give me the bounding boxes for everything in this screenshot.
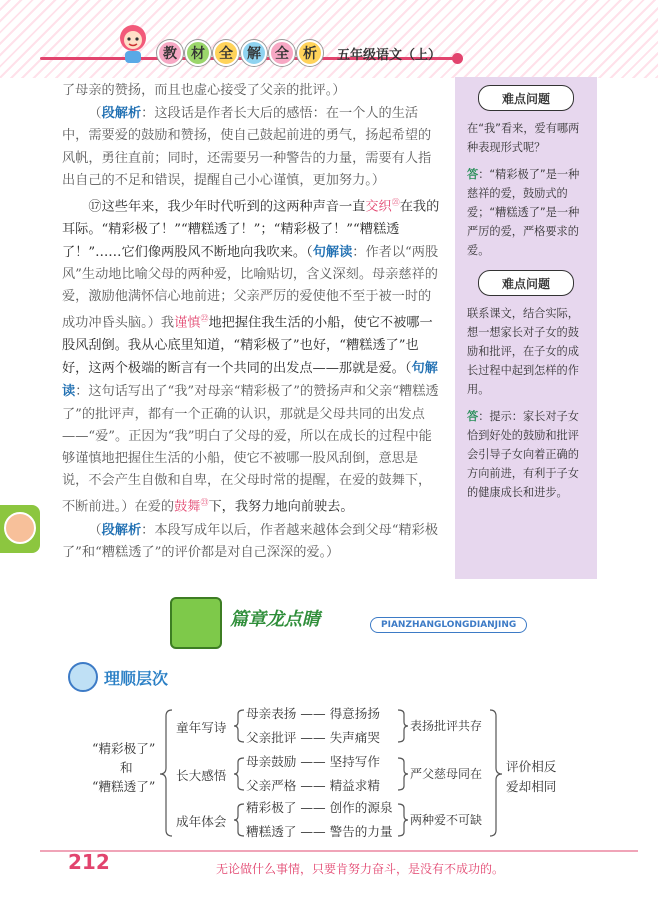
outline-item: 父亲批评 —— 失声痛哭 xyxy=(246,730,380,745)
outline-item: 母亲鼓励 —— 坚持写作 xyxy=(246,754,380,769)
outline-summary: 表扬批评共存 xyxy=(410,719,483,733)
text-run: 地把握住我生活的小船，使它不被哪一股风刮倒。我从心底里知道，“精彩极了”也好，“糟糕透了”也好，这两个极端的断言有一个共同的出发点——那就是爱。（ xyxy=(62,315,433,377)
text-run: ：这段话是作者长大后的感悟：在一个人的生活中，需要爱的鼓励和赞扬，使自己鼓起前进的勇气，扬起希望的风帆，勇往直前；同时，还需要另一种警告的力量，需要有人指出自己的不足和错误，提醒自己小心谨慎，更加努力。） xyxy=(62,106,432,188)
sentence-note-label: 句解读 xyxy=(312,243,353,259)
outline-cause: 糟糕透了 xyxy=(246,824,297,839)
difficulty-tag: 难点问题 xyxy=(478,270,574,296)
outline-effect: 精益求精 xyxy=(329,778,380,793)
footer-motto: 无论做什么事情，只要肯努力奋斗，是没有不成功的。 xyxy=(216,862,505,876)
page-number: 212 xyxy=(68,850,110,874)
outline-item: 父亲严格 —— 精益求精 xyxy=(246,778,380,793)
brand-char: 教 xyxy=(157,40,183,66)
question: 在“我”看来，爱有哪两种表现形式呢？ xyxy=(467,122,580,154)
outline-cause: 父亲严格 xyxy=(246,778,297,793)
outline-root: “糟糕透了” xyxy=(92,779,156,794)
footnote-mark: ㉓ xyxy=(200,498,209,508)
footer-rule xyxy=(40,850,638,852)
text-run: ⑰这些年来，我少年时代听到的这两种声音一直 xyxy=(88,199,366,215)
outline-item: 糟糕透了 —— 警告的力量 xyxy=(246,824,393,839)
outline-cause: 精彩极了 xyxy=(246,800,297,815)
text-run: ：这句话写出了“我”对母亲“精彩极了”的赞扬声和父亲“糟糕透了”的批评声，都有一个正确的认识，那就是父母共同的出发点——“爱”。正因为“我”明白了父母的爱，所以在成长的过程中能够谨慎地把握住生活的小船，使它不被哪一股风刮倒，意思是说，不会产生自傲和自卑，在父母时常的提醒，在爱的鼓舞下，不断前进。）在爱的 xyxy=(62,384,439,515)
vocab-word: 交织 xyxy=(365,199,392,215)
outline-conclusion: 爱却相同 xyxy=(506,779,557,794)
brand-char: 解 xyxy=(241,40,267,66)
outline-stage: 童年写诗 xyxy=(176,720,227,735)
outline-root-and: 和 xyxy=(120,760,133,775)
outline-cause: 母亲鼓励 xyxy=(246,754,297,769)
answer-text: ：“精彩极了”是一种慈祥的爱，鼓励式的爱；“糟糕透了”是一种严厉的爱，严格要求的爱。 xyxy=(467,168,580,257)
footnote-mark: ㉒ xyxy=(200,314,209,324)
outline-summary: 严父慈母同在 xyxy=(410,767,483,781)
outline-effect: 失声痛哭 xyxy=(329,730,380,745)
footnote-mark: ㉑ xyxy=(391,198,400,208)
difficulty-tag: 难点问题 xyxy=(478,85,574,111)
outline-stage: 成年体会 xyxy=(176,814,227,829)
brand-char: 全 xyxy=(269,40,295,66)
text-run: ：作者以“两股风”生动地比喻父母的两种爱，比喻贴切，含义深刻。母亲慈祥的爱，激励他满怀信心地前进；父亲严厉的爱使他不至于被一时的成功冲昏头脑。）我 xyxy=(62,244,439,331)
text-run: 在我的耳际。“精彩极了！”“糟糕透了！”；“精彩极了！”“糟糕透了！”……它们像两股风不断地向我吹来。（ xyxy=(62,199,440,260)
vocab-word: 谨慎 xyxy=(174,315,201,331)
answer-label: 答 xyxy=(467,168,479,181)
section-title: 理顺层次 xyxy=(104,668,169,688)
outline-cause: 母亲表扬 xyxy=(246,706,297,721)
outline-effect: 创作的源泉 xyxy=(329,800,393,815)
book-subtitle: 五年级语文（上） xyxy=(337,48,442,63)
answer-text: ：提示：家长对子女恰到好处的鼓励和批评会引导子女向着正确的方向前进，有利于子女的健康成长和进步。 xyxy=(467,410,579,499)
paragraph-analysis: （段解析：这段话是作者长大后的感悟：在一个人的生活中，需要爱的鼓励和赞扬，使自己鼓起前进的勇气，扬起希望的风帆，勇往直前；同时，还需要另一种警告的力量，需要有人指出自己的不足和错误，提醒自己小心谨慎，更加努力。） xyxy=(62,105,432,188)
brand-char: 析 xyxy=(297,40,323,66)
answer-label: 答 xyxy=(467,410,479,423)
banner-pinyin: PIANZHANGLONGDIANJING xyxy=(370,617,527,633)
text-run: ：本段写成年以后，作者越来越体会到父母“精彩极了”和“糟糕透了”的评价都是对自己深深的爱。） xyxy=(62,523,439,561)
outline-cause: 父亲批评 xyxy=(246,730,297,745)
question: 联系课文，结合实际，想一想家长对子女的鼓励和批评，在子女的成长过程中起到怎样的作用。 xyxy=(467,307,579,396)
text-run: 下，我努力地向前驶去。 xyxy=(208,499,354,515)
vocab-word: 鼓舞 xyxy=(174,499,201,515)
outline-item: 精彩极了 —— 创作的源泉 xyxy=(246,800,393,815)
outline-effect: 坚持写作 xyxy=(329,754,380,769)
text-run: 了母亲的赞扬，而且也虚心接受了父亲的批评。） xyxy=(62,83,346,98)
analysis-label: 段解析 xyxy=(101,105,142,121)
outline-conclusion: 评价相反 xyxy=(506,759,557,774)
outline-summary: 两种爱不可缺 xyxy=(410,813,483,827)
brand-char: 材 xyxy=(185,40,211,66)
analysis-label: 段解析 xyxy=(101,522,142,538)
outline-effect: 警告的力量 xyxy=(329,824,393,839)
brand-char: 全 xyxy=(213,40,239,66)
outline-effect: 得意扬扬 xyxy=(329,706,380,721)
paragraph-analysis: （段解析：本段写成年以后，作者越来越体会到父母“精彩极了”和“糟糕透了”的评价都是对自己深深的爱。） xyxy=(62,522,439,561)
outline-stage: 长大感悟 xyxy=(176,768,227,783)
outline-root: “精彩极了” xyxy=(92,741,156,756)
outline-item: 母亲表扬 —— 得意扬扬 xyxy=(246,706,380,721)
sentence-note-label: 句解读 xyxy=(62,360,438,399)
banner-title: 篇章龙点睛 xyxy=(230,609,320,630)
